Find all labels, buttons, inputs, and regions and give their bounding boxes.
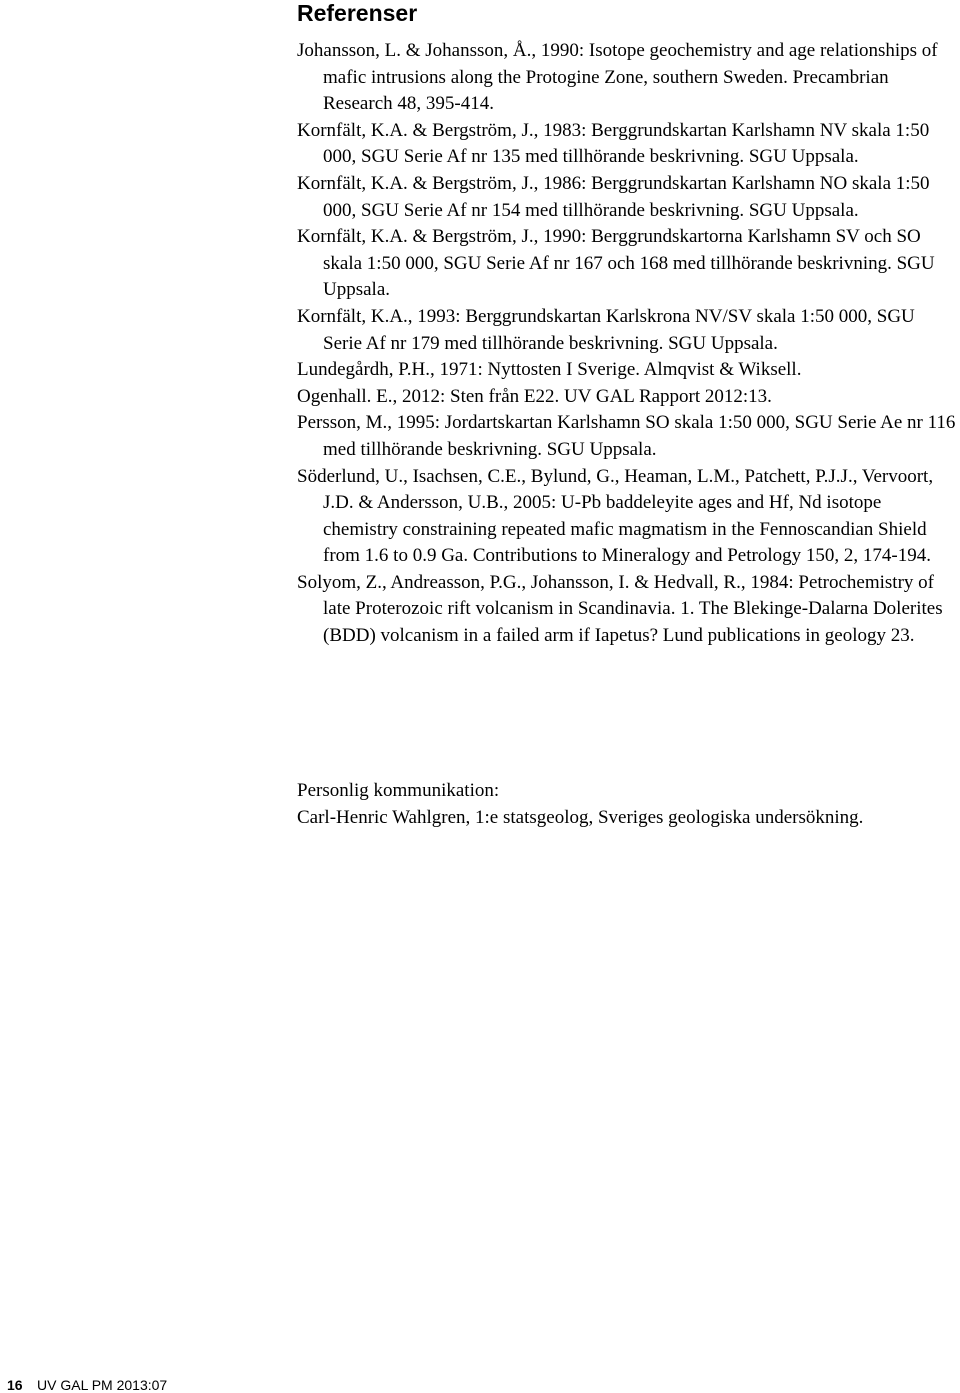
reference-item: Kornfält, K.A., 1993: Berggrundskartan Karlskrona NV/SV skala 1:50 000, SGU Serie Af nr 179 med tillhörande beskrivning. SGU Uppsala. xyxy=(297,305,915,354)
reference-item: Kornfält, K.A. & Bergström, J., 1990: Berggrundskartorna Karlshamn SV och SO skala 1:50 000, SGU Serie Af nr 167 och 168 med tillhörande beskrivning. SGU Uppsala. xyxy=(297,226,935,301)
personal-communication-entry: Carl-Henric Wahlgren, 1:e statsgeolog, Sveriges geologiska undersökning. xyxy=(297,806,864,828)
reference-list xyxy=(297,38,957,650)
reference-item: Söderlund, U., Isachsen, C.E., Bylund, G., Heaman, L.M., Patchett, P.J.J., Vervoort, J.D. & Andersson, U.B., 2005: U-Pb baddeleyite ages and Hf, Nd isotope chemistry constraining repeated mafic magmatism in the Fennoscandian Shield from 1.6 to 0.9 Ga. Contributions to Mineralogy and Petrology 150, 2, 174-194. xyxy=(297,465,934,567)
page-heading: Referenser xyxy=(297,0,418,26)
reference-item: Ogenhall. E., 2012: Sten från E22. UV GAL Rapport 2012:13. xyxy=(297,385,772,407)
page-footer xyxy=(7,1377,167,1393)
reference-item: Persson, M., 1995: Jordartskartan Karlshamn SO skala 1:50 000, SGU Serie Ae nr 116 med tillhörande beskrivning. SGU Uppsala. xyxy=(297,412,956,460)
reference-item: Solyom, Z., Andreasson, P.G., Johansson, I. & Hedvall, R., 1984: Petrochemistry of late Proterozoic rift volcanism in Scandinavia. 1. The Blekinge-Dalarna Dolerites (BDD) volcanism in a failed arm if Iapetus? Lund publications in geology 23. xyxy=(297,571,943,647)
page-number: 16 xyxy=(7,1377,23,1393)
reference-item: Johansson, L. & Johansson, Å., 1990: Isotope geochemistry and age relationships of mafic intrusions along the Protogine Zone, southern Sweden. Precambrian Research 48, 395-414. xyxy=(297,40,938,115)
report-id: UV GAL PM 2013:07 xyxy=(37,1377,168,1393)
reference-item: Kornfält, K.A. & Bergström, J., 1983: Berggrundskartan Karlshamn NV skala 1:50 000, SGU Serie Af nr 135 med tillhörande beskrivning. SGU Uppsala. xyxy=(297,119,930,168)
personal-communication xyxy=(297,778,957,831)
reference-item: Lundegårdh, P.H., 1971: Nyttosten I Sverige. Almqvist & Wiksell. xyxy=(297,359,802,381)
personal-communication-label: Personlig kommunikation: xyxy=(297,780,500,801)
reference-item: Kornfält, K.A. & Bergström, J., 1986: Berggrundskartan Karlshamn NO skala 1:50 000, SGU Serie Af nr 154 med tillhörande beskrivning. SGU Uppsala. xyxy=(297,172,930,221)
